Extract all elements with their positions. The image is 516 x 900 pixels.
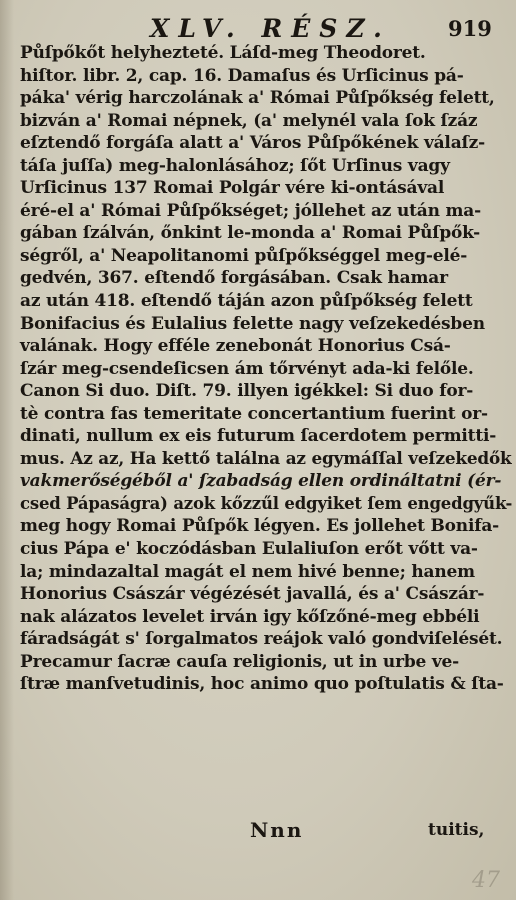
text-line: nak alázatos levelet irván igy kőſzőné-meg ebbéli: [20, 606, 480, 627]
page-edge-shadow: [0, 0, 14, 900]
text-line: ségről, a' Neapolitanomi půſpőkséggel meg-elé-: [20, 245, 468, 266]
text-line: Honorius Császár végézését javallá, és a' Császár-: [20, 584, 485, 605]
pencil-mark: 47: [472, 868, 500, 893]
text-line: ſtræ manſvetudinis, hoc animo quo poſtulatis & ſta-: [20, 674, 504, 695]
text-line: gedvén, 367. eſtendő forgásában. Csak hamar: [20, 268, 448, 289]
text-line: Canon Si duo. Diſt. 79. illyen igékkel: Si duo for-: [20, 381, 474, 402]
text-line: az után 418. eſtendő táján azon půſpőkség felett: [20, 291, 473, 312]
page-header: [0, 14, 516, 44]
signature-mark: Nnn: [250, 818, 304, 842]
text-line: la; mindazaltal magát el nem hivé benne; hanem: [20, 561, 475, 582]
body-text: [20, 42, 512, 696]
text-line: Urſicinus 137 Romai Polgár vére ki-ontásával: [20, 178, 445, 199]
text-line-italic: vakmerőségéből a' ſzabadság ellen ordináltatni (ér-: [20, 471, 502, 492]
text-line: mus. Az az, Ha kettő találna az egymáſſal veſzekedők: [20, 448, 512, 469]
text-line: eſztendő forgáſa alatt a' Város Půſpőkének válaſz-: [20, 133, 485, 154]
text-line: bizván a' Romai népnek, (a' melynél vala ſok ſzáz: [20, 110, 478, 131]
text-line: hiſtor. libr. 2, cap. 16. Damaſus és Urſicinus pá-: [20, 65, 464, 86]
text-line: valának. Hogy efféle zenebonát Honorius Csá-: [20, 336, 451, 357]
text-line: táſa juſſa) meg-halonlásához; ſőt Urſinus vagy: [20, 155, 450, 176]
page-number: 919: [448, 16, 492, 41]
text-line: ſzár meg-csendeſicsen ám tőrvényt ada-ki felőle.: [20, 358, 474, 379]
running-title: XLV. RÉSZ.: [150, 14, 391, 43]
text-line: tè contra fas temeritate concertantium fuerint or-: [20, 403, 488, 424]
text-line: gában ſzálván, őnkint le-monda a' Romai Půſpők-: [20, 223, 480, 244]
text-line: Precamur ſacræ cauſa religionis, ut in urbe ve-: [20, 651, 460, 672]
text-line: meg hogy Romai Půſpők légyen. Es jollehet Bonifa-: [20, 516, 499, 537]
text-line: fáradságát s' ſorgalmatos reájok való gondviſelését.: [20, 629, 503, 650]
text-line: dinati, nullum ex eis futurum ſacerdotem permitti-: [20, 426, 497, 447]
text-line: cius Pápa e' koczódásban Eulaliuſon erőt vőtt va-: [20, 539, 478, 560]
text-line: Půſpőkőt helyhezteté. Láſd-meg Theodoret.: [20, 43, 426, 63]
text-line: csed Pápaságra) azok kőzzűl edgyiket ſem engedgyűk-: [20, 493, 513, 514]
text-line: páka' vérig harczolának a' Római Půſpőkség felett,: [20, 88, 495, 109]
text-line: Bonifacius és Eulalius felette nagy veſzekedésben: [20, 313, 485, 334]
catchword: tuitis,: [428, 820, 485, 840]
text-line: éré-el a' Római Půſpőkséget; jóllehet az után ma-: [20, 200, 481, 221]
